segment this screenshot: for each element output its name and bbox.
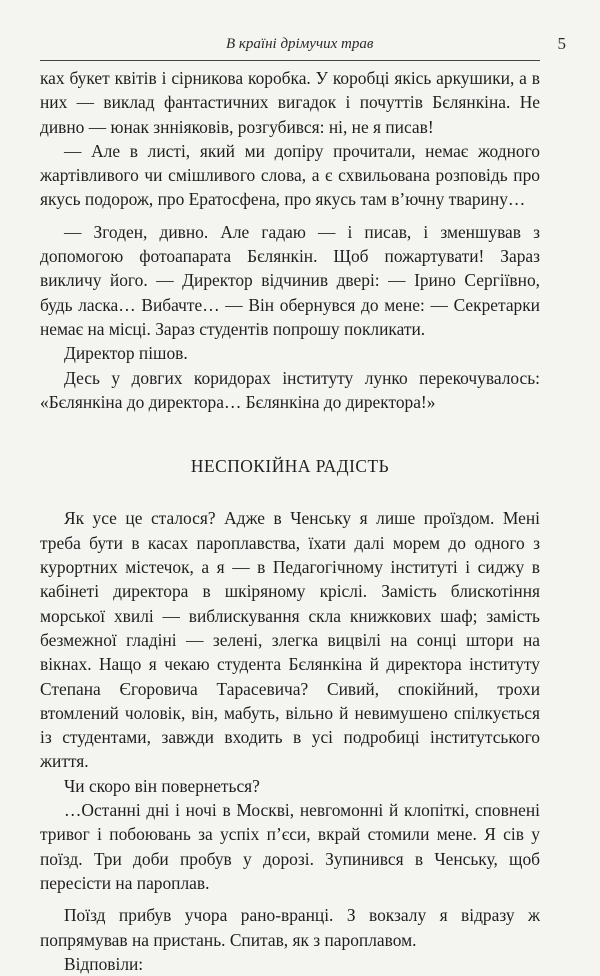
running-head — [40, 34, 580, 58]
paragraph: — Згоден, дивно. Але гадаю — і писав, і зменшував з допомогою фотоапарата Бєлянкін. Щоб пожартувати! Зараз викличу його. — Директор відчинив двері: — Ірино Сергіївно, будь ласка… Вибачте… — Він обернувся до мене: — Секретарки немає на місці. Зараз студентів попрошу покликати. — [40, 221, 540, 339]
paragraph: Як усе це сталося? Адже в Ченську я лише проїздом. Мені треба бути в касах пароплавства, їхати далі морем до одного з курортних містечок, а я — в Педагогічному інституті і сиджу в кабінеті директора в шкіряному кріслі. Замість блискотіння морської хвилі — виблискування скла книжкових шаф; замість безмежної гладіні — зелені, злегка вицвілі на сонці штори на вікнах. Нащо я чекаю студента Бєлянкіна й директора інституту Степана Єгоровича Тарасевича? Сивий, спокійний, трохи втомлений чоловік, він, мабуть, вільно й невимушено спілкується із студентами, завжди входить в усі подробиці інститутського життя. — [40, 508, 540, 772]
paragraph: Директор пішов. — [64, 343, 188, 364]
paragraph: ках букет квітів і сірникова коробка. У коробці якісь аркушики, а в них — виклад фантастичних вигадок і почуттів Бєлянкіна. Не дивно — юнак знніяковів, розгубився: ні, не я писав! — [40, 68, 540, 137]
section-heading: НЕСПОКІЙНА РАДІСТЬ — [190, 456, 390, 477]
book-title: В країні дрімучих трав — [226, 36, 374, 52]
paragraph: Відповіли: — [64, 953, 144, 974]
header-rule — [40, 60, 540, 61]
paragraph: Десь у довгих коридорах інституту лунко перекочувалось: «Бєлянкіна до директора… Бєлянкіна до директора!» — [40, 367, 540, 412]
paragraph: Чи скоро він повернеться? — [64, 775, 260, 796]
page-number: 5 — [557, 34, 566, 53]
paragraph: …Останні дні і ночі в Москві, невгомонні й клопіткі, сповнені тривог і побоювань за успіх п’єси, вкрай стомили мене. Я сів у поїзд. Три доби пробув у дорозі. Зупинився в Ченську, щоб пересісти на пароплав. — [40, 800, 540, 893]
paragraph: Поїзд прибув учора рано-вранці. З вокзалу я відразу ж попрямував на пристань. Спитав, як з пароплавом. — [40, 905, 540, 950]
paragraph: — Але в листі, який ми допіру прочитали, немає жодного жартівливого чи смішливого слова, а є схвильована розповідь про якусь подорож, про Ератосфена, про якусь там в’ючну тварину… — [40, 140, 540, 210]
page-body — [40, 66, 540, 976]
